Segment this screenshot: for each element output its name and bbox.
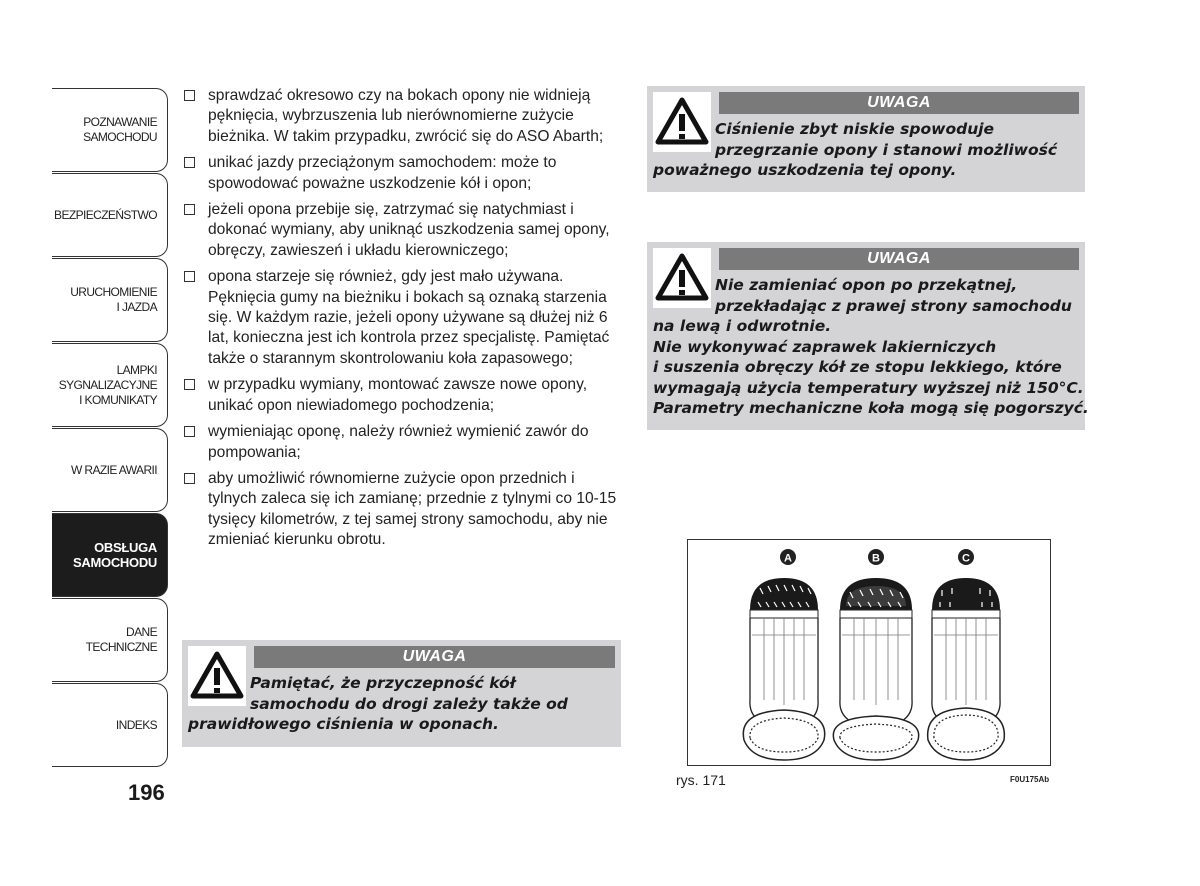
figure-code: F0U175Ab: [1010, 775, 1050, 784]
tab-label: W RAZIE AWARII: [70, 462, 157, 477]
tab-label: POZNAWANIE SAMOCHODU: [83, 115, 157, 144]
warning-box-low-pressure: [647, 86, 1085, 192]
tab-label: LAMPKI SYGNALIZACYJNE I KOMUNIKATY: [58, 362, 157, 407]
tire-a: [743, 578, 824, 760]
tab-bezpieczenstwo[interactable]: [52, 173, 168, 257]
marker-c: [958, 549, 974, 565]
tab-obsluga-samochodu[interactable]: [52, 513, 168, 597]
warning-triangle-icon: [653, 248, 711, 308]
warning-triangle-icon: [188, 646, 246, 706]
tire-wear-figure: [687, 539, 1051, 766]
list-item: [182, 375, 627, 416]
tab-poznawanie-samochodu[interactable]: [52, 88, 168, 172]
warning-triangle-icon: [653, 92, 711, 152]
list-item-text: wymieniając oponę, należy również wymienić zawór do pompowania;: [208, 423, 589, 461]
warning-text: Nie zamieniać opon po przekątnej, przekładając z prawej strony samochodu na lewą i odwrotnie. Nie wykonywać zaprawek lakierniczych i suszenia obręczy kół ze stopu lekkiego, które wymagają użycia temperatury wyższej niż 150°C. Parametry mechaniczne koła mogą się pogorszyć.: [653, 276, 1089, 417]
list-item: [182, 422, 627, 463]
warning-text: Ciśnienie zbyt niskie spowoduje przegrzanie opony i stanowi możliwość poważnego uszkodzenia tej opony.: [653, 120, 1058, 179]
checkbox-bullet-icon: [184, 157, 195, 168]
checkbox-bullet-icon: [184, 204, 195, 215]
list-item-text: aby umożliwić równomierne zużycie opon przednich i tylnych zaleca się ich zamianę; przednie z tylnymi co 10-15 tysięcy kilometrów, z tej samej strony samochodu, aby nie zmieniać kierunku obrotu.: [208, 469, 617, 549]
marker-b: [868, 549, 884, 565]
warning-box-rotation: [647, 242, 1089, 430]
list-item: [182, 86, 627, 147]
list-item: [182, 200, 627, 261]
checkbox-bullet-icon: [184, 426, 195, 437]
checkbox-bullet-icon: [184, 90, 195, 101]
tab-label: OBSŁUGA SAMOCHODU: [73, 540, 157, 570]
tire-c: [928, 578, 1005, 760]
tab-lampki-sygnalizacyjne[interactable]: [52, 343, 168, 427]
warning-title: UWAGA: [719, 92, 1079, 114]
tab-dane-techniczne[interactable]: [52, 598, 168, 682]
marker-a: [780, 549, 796, 565]
checkbox-bullet-icon: [184, 473, 195, 484]
tab-uruchomienie-i-jazda[interactable]: [52, 258, 168, 342]
tab-label: BEZPIECZEŃSTWO: [54, 207, 157, 222]
list-item-text: opona starzeje się również, gdy jest mało używana. Pęknięcia gumy na bieżniku i bokach są oznaką starzenia się. W każdym razie, jeżeli opony używane są dłużej niż 6 lat, konieczna jest ich kontrola przez specjalistę. Pamiętać także o starannym skontrolowaniu koła zapasowego;: [208, 268, 610, 367]
warning-text: Pamiętać, że przyczepność kół samochodu do drogi zależy także od prawidłowego ciśnienia w oponach.: [188, 674, 568, 733]
list-item: [182, 267, 627, 369]
page-number: 196: [128, 780, 165, 805]
checkbox-bullet-icon: [184, 271, 195, 282]
list-item: [182, 153, 627, 194]
tire-care-list: [182, 86, 627, 557]
svg-text:B: B: [872, 552, 880, 565]
checkbox-bullet-icon: [184, 379, 195, 390]
list-item: [182, 469, 627, 551]
tab-label: URUCHOMIENIE I JAZDA: [70, 285, 157, 314]
figure-caption: rys. 171: [676, 772, 726, 788]
warning-title: UWAGA: [254, 646, 615, 668]
chapter-tabs: [52, 88, 168, 768]
tab-label: INDEKS: [115, 717, 157, 732]
list-item-text: jeżeli opona przebije się, zatrzymać się natychmiast i dokonać wymiany, aby uniknąć uszkodzenia samej opony, obręczy, zawieszeń i układu kierowniczego;: [208, 201, 610, 259]
tire-illustration: [688, 540, 1049, 764]
tab-w-razie-awarii[interactable]: [52, 428, 168, 512]
warning-title: UWAGA: [719, 248, 1079, 270]
list-item-text: unikać jazdy przeciążonym samochodem: może to spowodować poważne uszkodzenie kół i opon;: [208, 154, 557, 192]
list-item-text: sprawdzać okresowo czy na bokach opony nie widnieją pęknięcia, wybrzuszenia lub nierównomierne zużycie bieżnika. W takim przypadku, zwrócić się do ASO Abarth;: [208, 87, 604, 145]
warning-box-pressure: [182, 640, 621, 747]
svg-text:C: C: [962, 552, 970, 565]
tab-label: DANE TECHNICZNE: [85, 625, 157, 654]
tire-b: [833, 578, 918, 760]
tab-indeks[interactable]: [52, 683, 168, 767]
svg-text:A: A: [784, 552, 792, 565]
list-item-text: w przypadku wymiany, montować zawsze nowe opony, unikać opon niewiadomego pochodzenia;: [208, 376, 588, 414]
